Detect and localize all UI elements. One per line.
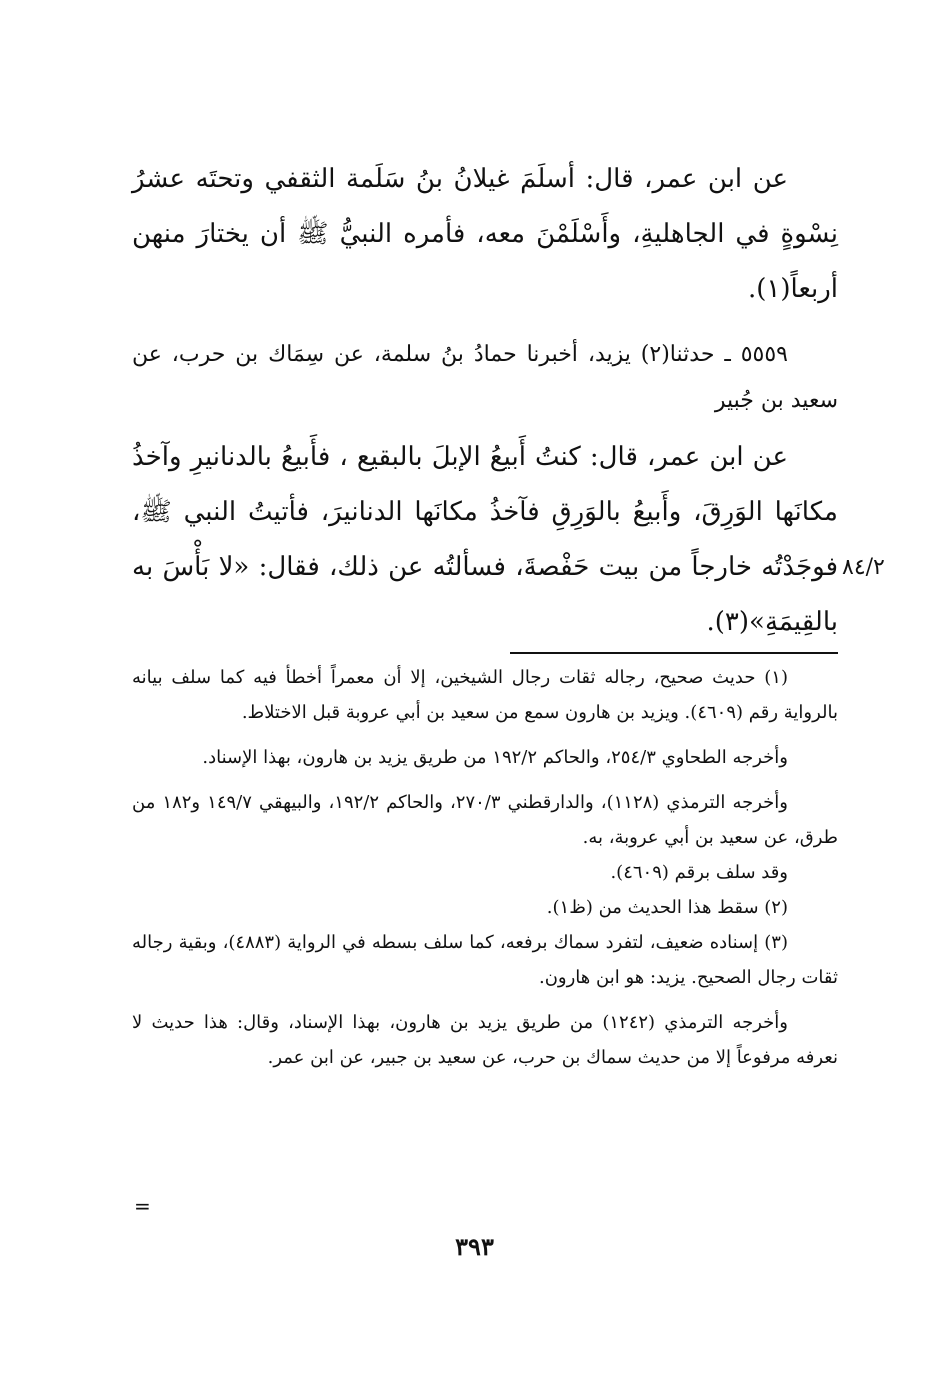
page-number: ٣٩٣ [455, 1232, 494, 1261]
hadith-paragraph-2: عن ابن عمر، قال: كنتُ أَبيعُ الإبلَ بالبقيع ، فأَبيعُ بالدنانيرِ وآخذُ مكانَها الوَرِقَ، وأَبيعُ بالوَرِقِ فآخذُ مكانَها الدنانيرَ، فأتيتُ النبي ﷺ، فوجَدْتُه خارجاً من بيت حَفْصةَ، فسألتُه عن ذلك، فقال: «لا بَأْسَ به بالقِيمَةِ»(٣). [132, 442, 838, 637]
footnote-1-main: (١) حديث صحيح، رجاله ثقات رجال الشيخين، إلا أن معمراً أخطأ فيه كما سلف بيانه بالرواية رقم (٤٦٠٩). ويزيد بن هارون سمع من سعيد بن أبي عروبة قبل الاختلاط. [132, 667, 838, 723]
continuation-mark: = [134, 1194, 151, 1218]
hadith-text-1 [132, 152, 838, 317]
hadith-paragraph-1: عن ابن عمر، قال: أسلَمَ غيلانُ بنُ سَلَمة الثقفي وتحتَه عشرُ نِسْوةٍ في الجاهليةِ، وأَسْلَمْنَ معه، فأمره النبيُّ ﷺ أن يختارَ منهن أربعاً(١). [132, 164, 838, 304]
footnote-1-cross-ref: وقد سلف برقم (٤٦٠٩). [610, 862, 788, 883]
footnotes [132, 660, 838, 1075]
footnote-3-main: (٣) إسناده ضعيف، لتفرد سماك برفعه، كما سلف بسطه في الرواية (٤٨٨٣)، وبقية رجاله ثقات رجال الصحيح. يزيد: هو ابن هارون. [132, 932, 838, 988]
footnote-3-takhrij: وأخرجه الترمذي (١٢٤٢) من طريق يزيد بن هارون، بهذا الإسناد، وقال: هذا حديث لا نعرفه مرفوعاً إلا من حديث سماك بن حرب، عن سعيد بن جبير، عن ابن عمر. [132, 1012, 838, 1068]
footnote-1-takhrij-b: وأخرجه الترمذي (١١٢٨)، والدارقطني ٢٧٠/٣، والحاكم ١٩٢/٢، والبيهقي ١٤٩/٧ و١٨٢ من طرق، عن سعيد بن أبي عروبة، به. [132, 792, 838, 848]
footnote-divider [510, 652, 838, 654]
isnad-paragraph: ٥٥٥٩ ـ حدثنا(٢) يزيد، أخبرنا حمادُ بنُ سلمة، عن سِمَاك بن حرب، عن سعيد بن جُبير [132, 342, 838, 413]
hadith-isnad [132, 332, 838, 424]
margin-reference: ٨٤/٢ [842, 555, 885, 580]
footnote-1-takhrij-a: وأخرجه الطحاوي ٢٥٤/٣، والحاكم ١٩٢/٢ من طريق يزيد بن هارون، بهذا الإسناد. [202, 747, 788, 768]
hadith-text-2 [132, 430, 838, 650]
footnote-2: (٢) سقط هذا الحديث من (ظ١). [546, 897, 788, 918]
